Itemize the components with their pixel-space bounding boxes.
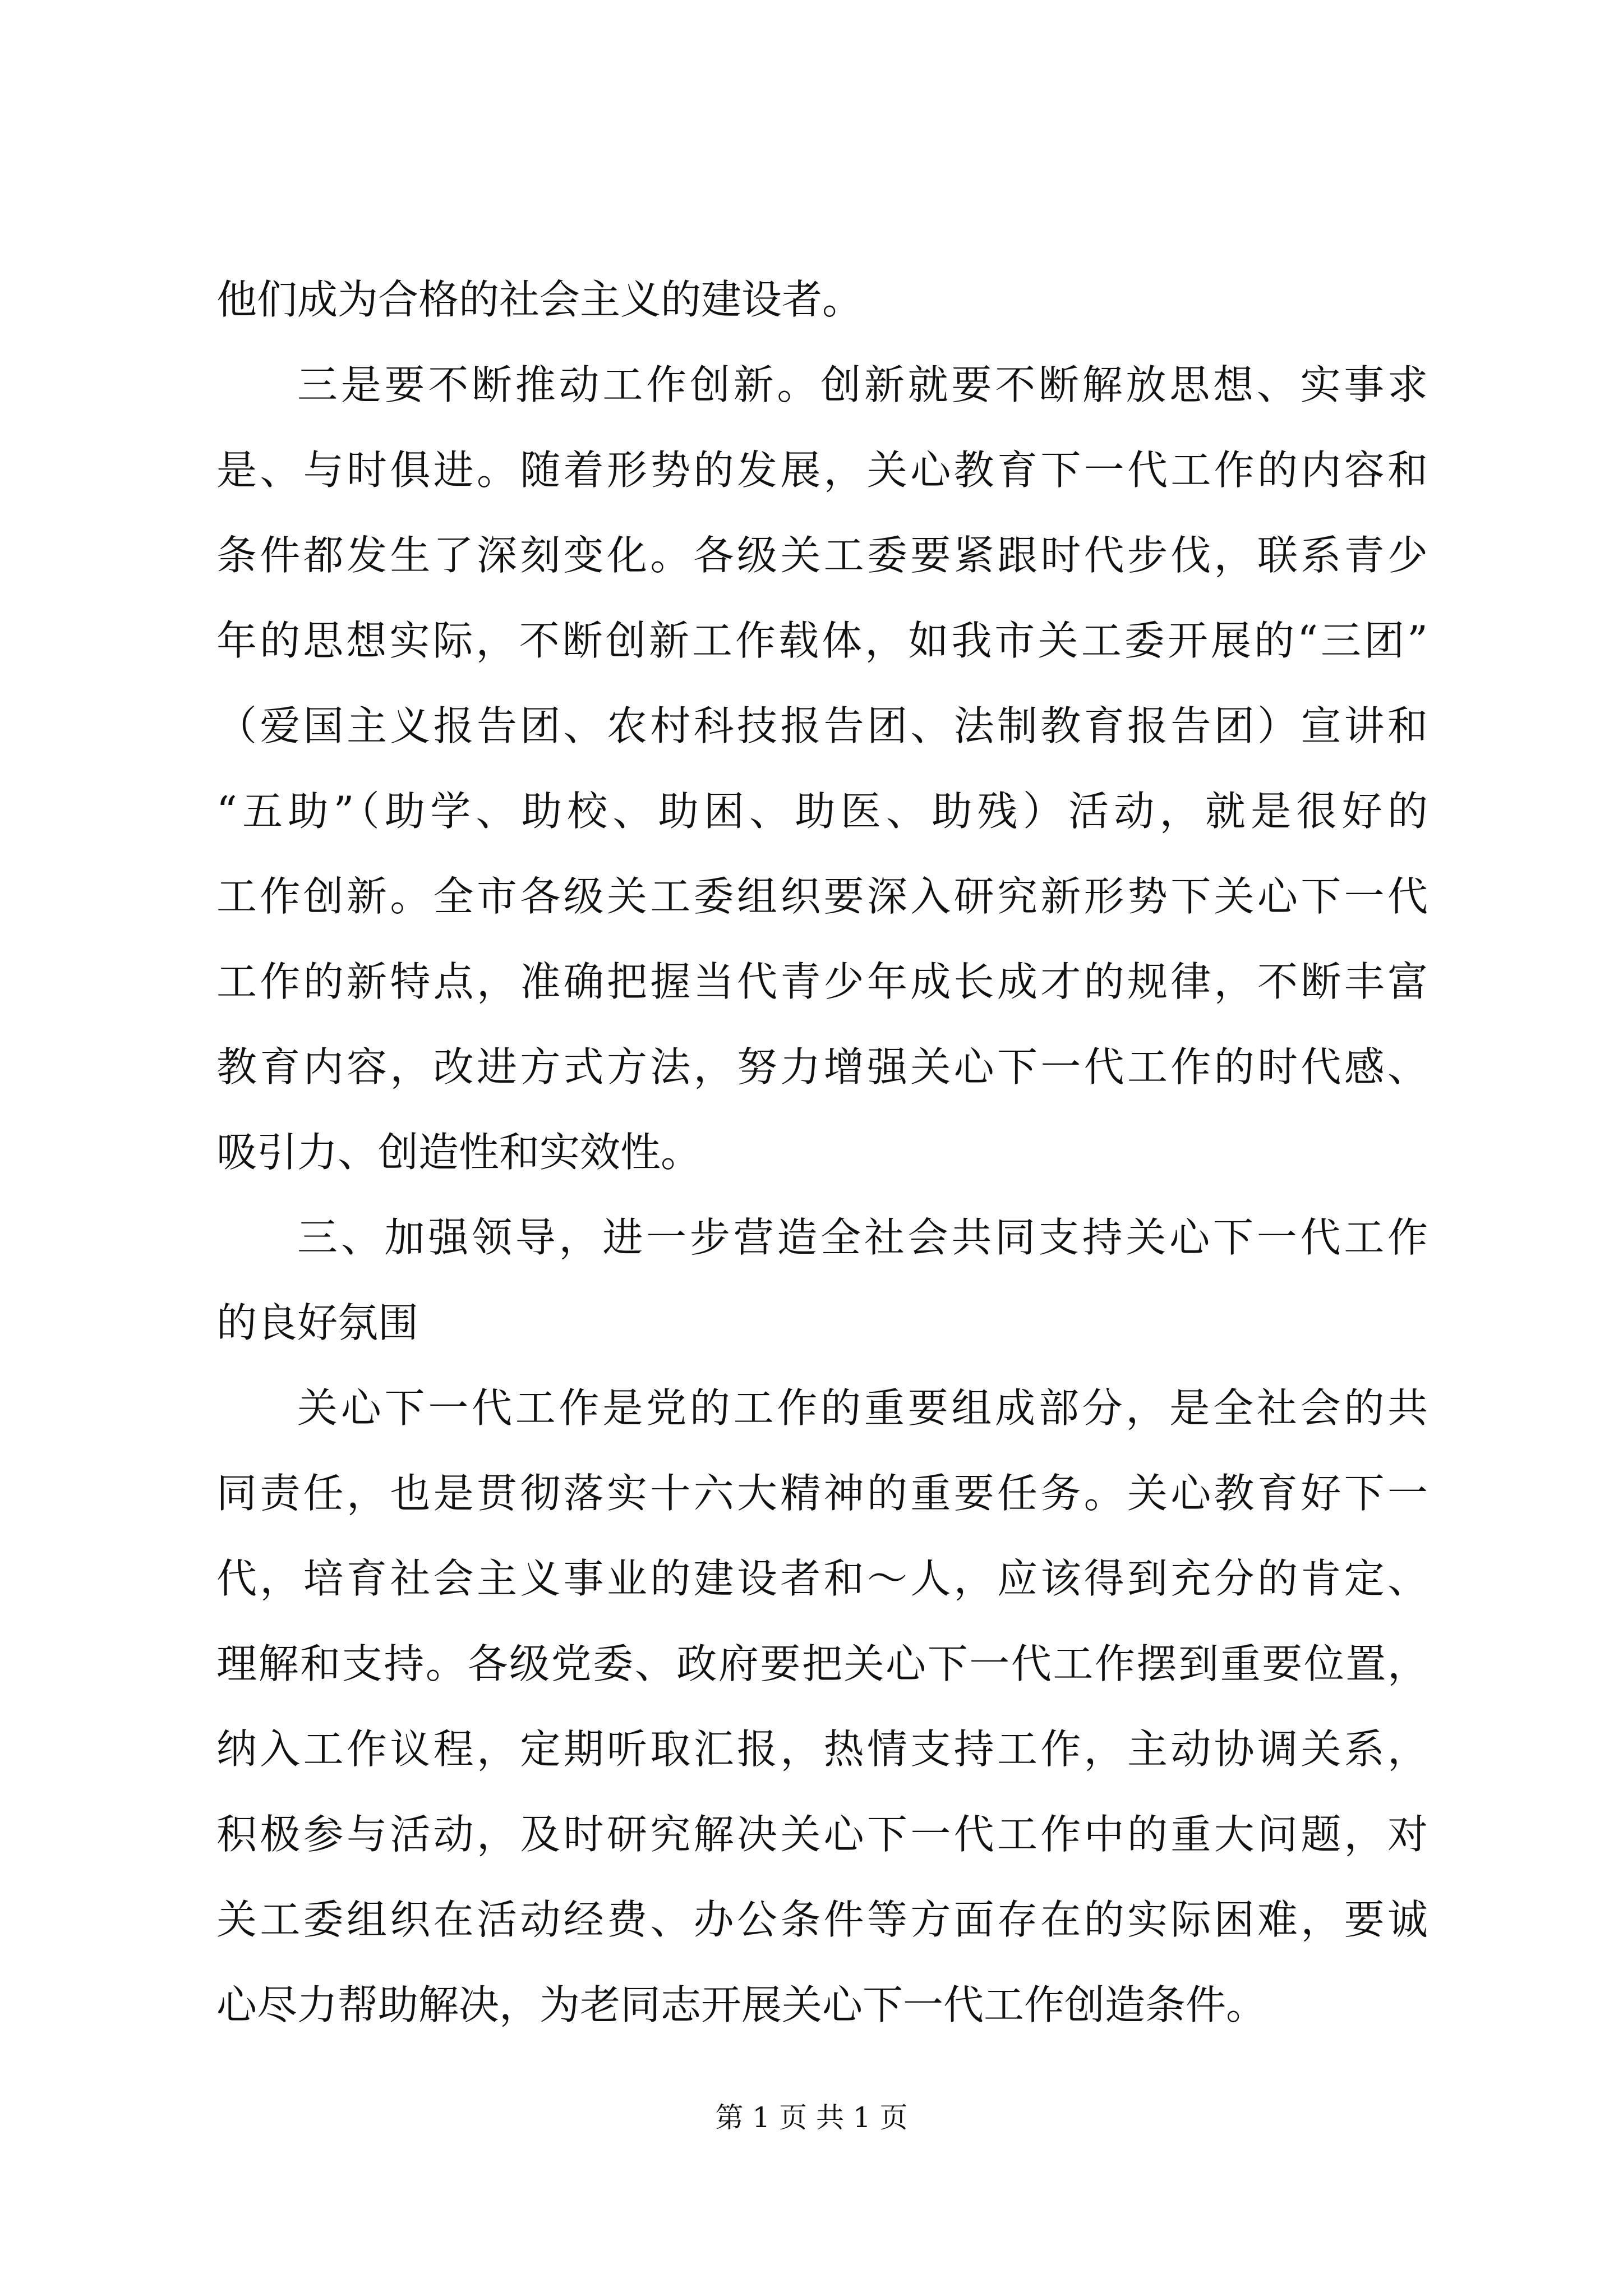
text-line-9: 工作的新特点，准确把握当代青少年成长成才的规律，不断丰富 (216, 958, 1428, 1005)
text-line-5: 年的思想实际，不断创新工作载体，如我市关工委开展的“三团” (216, 617, 1428, 664)
text-line-8: 工作创新。全市各级关工委组织要深入研究新形势下关心下一代 (216, 873, 1428, 920)
text-line-7: “五助”（助学、助校、助困、助医、助残）活动，就是很好的 (216, 788, 1428, 835)
text-line-2: 三是要不断推动工作创新。创新就要不断解放思想、实事求 (297, 361, 1428, 408)
text-line-19: 积极参与活动，及时研究解决关心下一代工作中的重大问题，对 (216, 1811, 1428, 1858)
text-line-15: 同责任，也是贯彻落实十六大精神的重要任务。关心教育好下一 (216, 1470, 1428, 1517)
text-line-3: 是、与时俱进。随着形势的发展，关心教育下一代工作的内容和 (216, 447, 1428, 494)
text-line-14: 关心下一代工作是党的工作的重要组成部分，是全社会的共 (297, 1384, 1428, 1432)
text-line-4: 条件都发生了深刻变化。各级关工委要紧跟时代步伐，联系青少 (216, 532, 1428, 579)
text-line-20: 关工委组织在活动经费、办公条件等方面存在的实际困难，要诚 (216, 1896, 1428, 1943)
text-line-10: 教育内容，改进方式方法，努力增强关心下一代工作的时代感、 (216, 1043, 1428, 1091)
text-line-18: 纳入工作议程，定期听取汇报，热情支持工作，主动协调关系， (216, 1726, 1428, 1773)
text-line-1: 他们成为合格的社会主义的建设者。 (216, 276, 863, 323)
text-line-21: 心尽力帮助解决，为老同志开展关心下一代工作创造条件。 (216, 1981, 1267, 2028)
section-heading-line-2: 的良好氛围 (216, 1299, 419, 1346)
page-number-footer: 第 1 页 共 1 页 (715, 2101, 908, 2134)
text-line-11: 吸引力、创造性和实效性。 (216, 1129, 702, 1176)
text-line-16: 代，培育社会主义事业的建设者和～人，应该得到充分的肯定、 (216, 1555, 1428, 1602)
section-heading-line-1: 三、加强领导，进一步营造全社会共同支持关心下一代工作 (297, 1214, 1428, 1261)
text-line-17: 理解和支持。各级党委、政府要把关心下一代工作摆到重要位置， (216, 1640, 1428, 1687)
text-line-6: （爱国主义报告团、农村科技报告团、法制教育报告团）宣讲和 (216, 702, 1428, 749)
